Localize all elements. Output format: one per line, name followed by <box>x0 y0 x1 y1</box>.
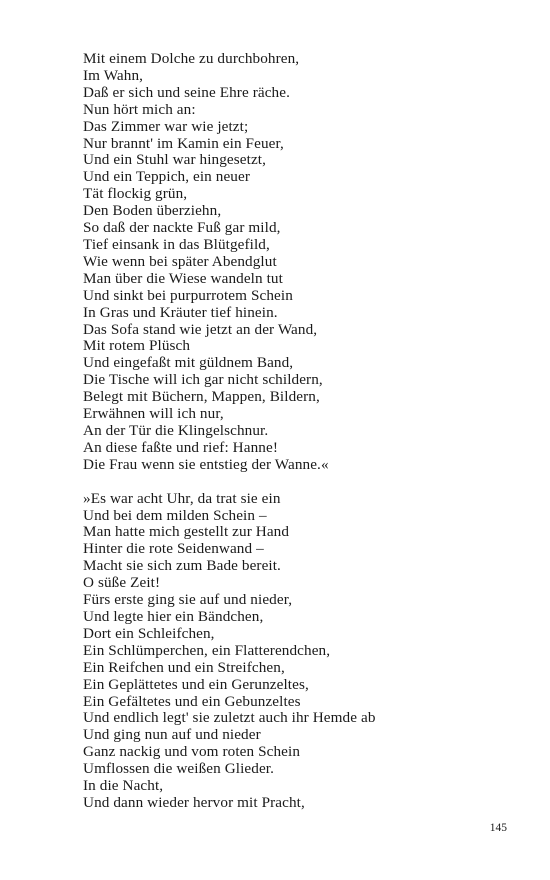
poem-line: Und dann wieder hervor mit Pracht, <box>83 793 305 811</box>
stanza <box>83 51 523 474</box>
poem-line: In die Nacht, <box>83 777 164 795</box>
poem-line: Dort ein Schleifchen, <box>83 624 215 642</box>
poem-line: Man über die Wiese wandeln tut <box>83 269 283 287</box>
poem-line: Mit rotem Plüsch <box>83 337 191 355</box>
poem-line: Das Sofa stand wie jetzt an der Wand, <box>83 320 318 338</box>
poem-line: Und sinkt bei purpurrotem Schein <box>83 286 293 304</box>
poem-line: Hinter die rote Seidenwand – <box>83 540 264 558</box>
poem-line: Das Zimmer war wie jetzt; <box>83 117 249 135</box>
poem-line: Und ein Teppich, ein neuer <box>83 168 250 186</box>
poem-line: Tät flockig grün, <box>83 185 188 203</box>
poem-line: Umflossen die weißen Glieder. <box>83 760 275 778</box>
poem-line: »Es war acht Uhr, da trat sie ein <box>83 489 281 507</box>
poem-line: Ein Geplättetes und ein Gerunzeltes, <box>83 675 309 693</box>
poem-line: Und ein Stuhl war hingesetzt, <box>83 151 267 169</box>
poem-line: Fürs erste ging sie auf und nieder, <box>83 591 293 609</box>
poem-line: Macht sie sich zum Bade bereit. <box>83 557 281 575</box>
poem-line: Die Tische will ich gar nicht schildern, <box>83 371 323 389</box>
stanza <box>83 491 523 812</box>
poem-line: Und eingefaßt mit güldnem Band, <box>83 354 294 372</box>
poem-line: Die Frau wenn sie entstieg der Wanne.« <box>83 455 329 473</box>
poem-line: So daß der nackte Fuß gar mild, <box>83 219 281 237</box>
poem-line: Mit einem Dolche zu durchbohren, <box>83 50 300 67</box>
poem-line: Ganz nackig und vom roten Schein <box>83 743 301 761</box>
poem-line: Den Boden überziehn, <box>83 202 222 220</box>
poem-line: Wie wenn bei später Abendglut <box>83 252 277 270</box>
poem-line: Ein Reifchen und ein Streifchen, <box>83 658 285 676</box>
poem-line: Und bei dem milden Schein – <box>83 506 267 524</box>
poem-line: Und legte hier ein Bändchen, <box>83 608 264 625</box>
poem-line: An diese faßte und rief: Hanne! <box>83 438 278 456</box>
poem-line: Nur brannt' im Kamin ein Feuer, <box>83 134 284 152</box>
poem-line: Tief einsank in das Blütgefild, <box>83 235 270 253</box>
poem-line: Ein Schlümperchen, ein Flatterendchen, <box>83 641 331 659</box>
poem-line: Man hatte mich gestellt zur Hand <box>83 523 290 541</box>
poem-line: O süße Zeit! <box>83 574 161 592</box>
poem-line: Belegt mit Büchern, Mappen, Bildern, <box>83 388 320 406</box>
page-number: 145 <box>489 822 507 834</box>
poem-text <box>83 51 523 812</box>
poem-line: In Gras und Kräuter tief hinein. <box>83 303 278 321</box>
poem-line: Und ging nun auf und nieder <box>83 726 261 744</box>
poem-line: Und endlich legt' sie zuletzt auch ihr Hemde ab <box>83 709 376 727</box>
poem-line: Daß er sich und seine Ehre räche. <box>83 83 290 101</box>
poem-line: Erwähnen will ich nur, <box>83 405 224 423</box>
poem-line: An der Tür die Klingelschnur. <box>83 421 269 439</box>
poem-line: Nun hört mich an: <box>83 100 196 118</box>
poem-line: Im Wahn, <box>83 66 144 84</box>
poem-line: Ein Gefältetes und ein Gebunzeltes <box>83 692 301 710</box>
